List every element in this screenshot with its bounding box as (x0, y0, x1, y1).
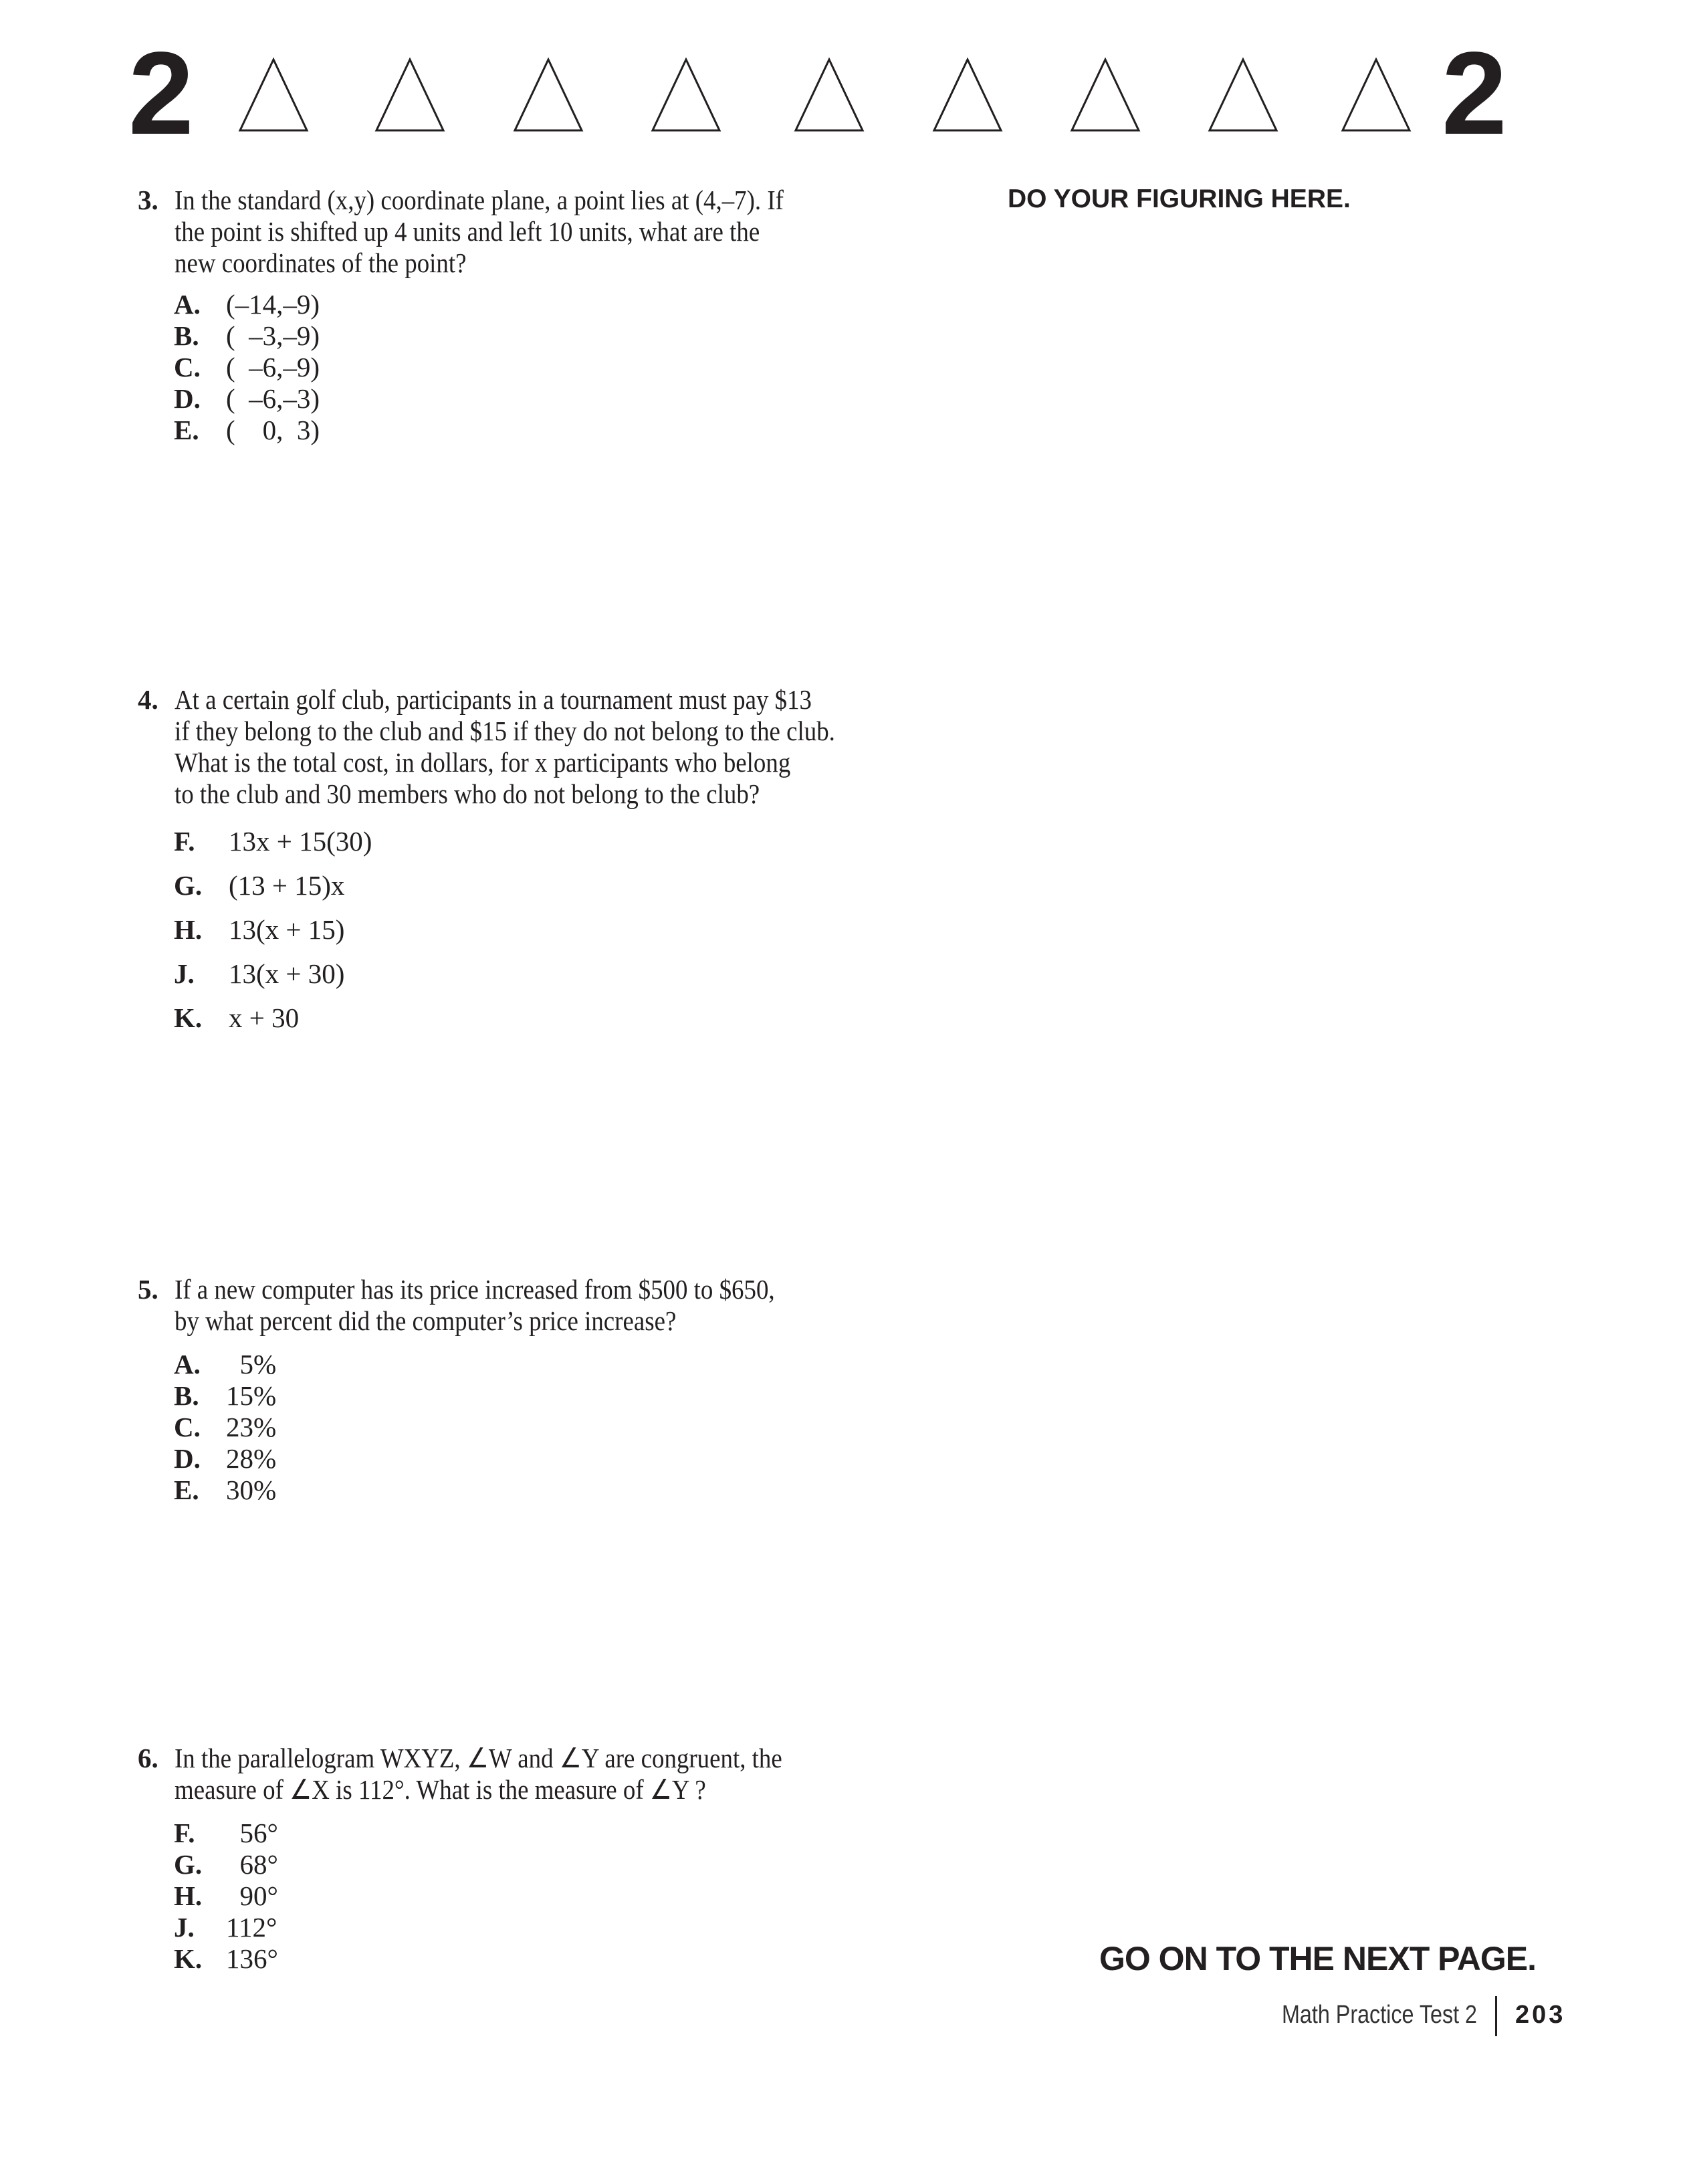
question-5 (138, 1274, 841, 1337)
answer-option[interactable] (174, 320, 320, 352)
question-number: 4. (138, 684, 158, 715)
option-text: 13(x + 15) (229, 913, 345, 945)
option-text: x + 30 (229, 1002, 300, 1033)
question-text: by what percent did the computer’s price increase? (175, 1305, 677, 1336)
option-letter: F. (174, 1818, 195, 1848)
option-text: 56° (226, 1818, 278, 1848)
options-q6 (174, 1818, 278, 1975)
option-text: ( –3,–9) (226, 320, 320, 351)
answer-option[interactable] (174, 1412, 276, 1443)
question-text: the point is shifted up 4 units and left 10 units, what are the (175, 216, 760, 247)
triangle-icon (932, 58, 1003, 132)
option-letter: C. (174, 352, 201, 383)
question-3 (138, 185, 851, 279)
question-text: In the parallelogram WXYZ, ∠W and ∠Y are congruent, the (175, 1743, 782, 1773)
question-text: At a certain golf club, participants in a tournament must pay $13 (175, 684, 812, 715)
answer-option[interactable] (174, 863, 372, 907)
option-text: 28% (226, 1443, 277, 1474)
answer-option[interactable] (174, 1912, 278, 1943)
answer-option[interactable] (174, 1443, 276, 1475)
option-letter: B. (174, 320, 199, 351)
answer-option[interactable] (174, 1380, 276, 1412)
question-text: if they belong to the club and $15 if they do not belong to the club. (175, 716, 835, 746)
answer-option[interactable] (174, 1943, 278, 1975)
options-q5 (174, 1349, 276, 1506)
option-letter: H. (174, 913, 203, 945)
section-number-right: 2 (1442, 28, 1507, 159)
book-title: Math Practice Test 2 (1282, 2001, 1478, 2029)
option-letter: E. (174, 1475, 199, 1505)
answer-option[interactable] (174, 952, 372, 996)
option-letter: G. (174, 1849, 203, 1880)
option-text: 30% (226, 1475, 277, 1505)
option-text: (–14,–9) (226, 289, 320, 320)
option-letter: A. (174, 289, 201, 320)
triangle-icon (794, 58, 865, 132)
triangle-icon (238, 58, 309, 132)
answer-option[interactable] (174, 1475, 276, 1506)
answer-option[interactable] (174, 996, 372, 1040)
question-text: new coordinates of the point? (175, 247, 467, 278)
option-letter: C. (174, 1412, 201, 1442)
option-letter: F. (174, 825, 195, 857)
question-number: 3. (138, 185, 158, 215)
answer-option[interactable] (174, 289, 320, 320)
answer-option[interactable] (174, 1349, 276, 1380)
question-text: What is the total cost, in dollars, for x participants who belong (175, 747, 791, 778)
figuring-note: DO YOUR FIGURING HERE. (1008, 185, 1351, 213)
answer-option[interactable] (174, 907, 372, 952)
options-q3 (174, 289, 320, 446)
answer-option[interactable] (174, 819, 372, 863)
option-letter: D. (174, 383, 201, 414)
option-text: 15% (226, 1380, 277, 1411)
option-text: ( 0, 3) (226, 415, 320, 445)
go-on-next-page: GO ON TO THE NEXT PAGE. (1099, 1940, 1537, 1977)
option-letter: J. (174, 1912, 195, 1943)
option-letter: H. (174, 1880, 203, 1911)
question-text: In the standard (x,y) coordinate plane, a point lies at (4,–7). If (175, 185, 784, 215)
question-4 (138, 684, 909, 810)
question-number: 6. (138, 1743, 158, 1773)
option-text: 136° (226, 1943, 278, 1974)
option-text: 13x + 15(30) (229, 825, 372, 857)
answer-option[interactable] (174, 352, 320, 383)
section-number-left: 2 (128, 28, 194, 159)
option-text: ( –6,–9) (226, 352, 320, 383)
answer-option[interactable] (174, 1880, 278, 1912)
option-text: 90° (226, 1880, 278, 1911)
option-text: 112° (226, 1912, 277, 1943)
option-text: (13 + 15)x (229, 869, 345, 901)
triangle-icon (651, 58, 721, 132)
triangle-icon (374, 58, 445, 132)
triangle-icon (1070, 58, 1141, 132)
question-number: 5. (138, 1274, 158, 1305)
triangle-icon (513, 58, 584, 132)
question-text: If a new computer has its price increased from $500 to $650, (175, 1274, 775, 1305)
option-letter: B. (174, 1380, 199, 1411)
answer-option[interactable] (174, 1849, 278, 1880)
answer-option[interactable] (174, 415, 320, 446)
question-6 (138, 1743, 850, 1806)
footer-divider (1495, 1996, 1497, 2036)
option-letter: K. (174, 1002, 203, 1033)
option-text: ( –6,–3) (226, 383, 320, 414)
page-number: 203 (1515, 2001, 1566, 2029)
option-letter: A. (174, 1349, 201, 1380)
option-text: 13(x + 30) (229, 958, 345, 989)
option-letter: G. (174, 869, 203, 901)
triangle-icon (1341, 58, 1412, 132)
option-letter: J. (174, 958, 195, 989)
option-letter: E. (174, 415, 199, 445)
triangle-icon (1208, 58, 1278, 132)
question-text: to the club and 30 members who do not belong to the club? (175, 778, 760, 809)
option-text: 5% (226, 1349, 277, 1380)
options-q4 (174, 819, 372, 1040)
option-letter: D. (174, 1443, 201, 1474)
option-text: 23% (226, 1412, 277, 1442)
answer-option[interactable] (174, 383, 320, 415)
option-text: 68° (226, 1849, 278, 1880)
option-letter: K. (174, 1943, 203, 1974)
question-text: measure of ∠X is 112°. What is the measure of ∠Y ? (175, 1774, 706, 1805)
answer-option[interactable] (174, 1818, 278, 1849)
